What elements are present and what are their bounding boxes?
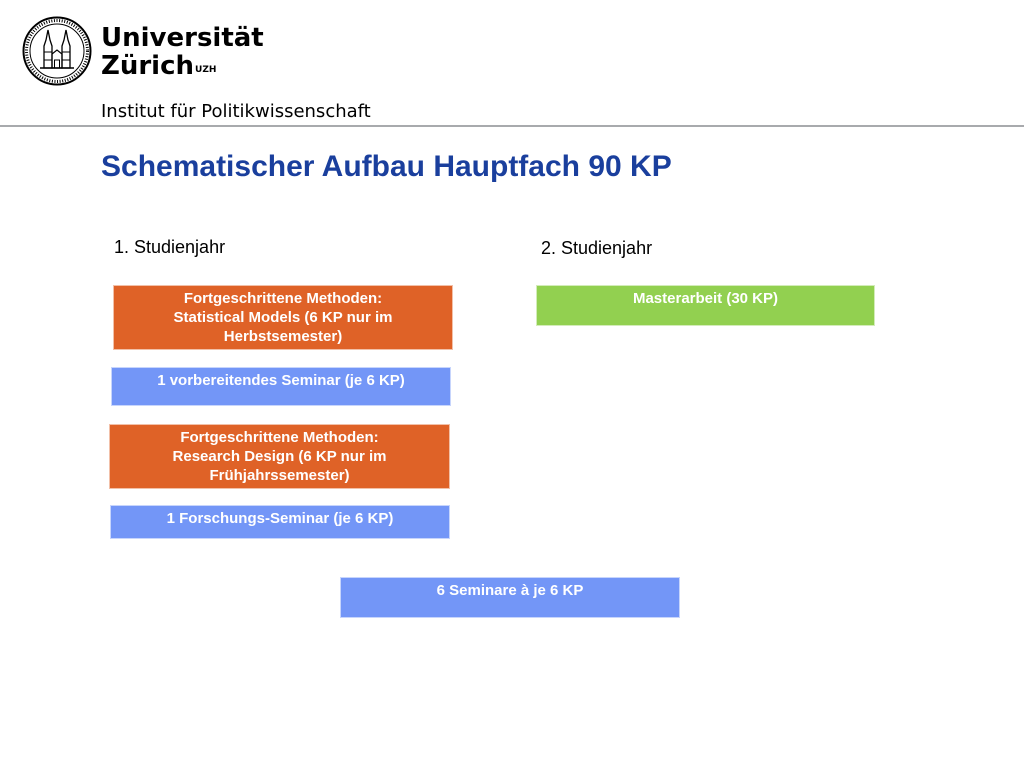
university-logo (101, 24, 264, 80)
first-year-label: 1. Studienjahr (114, 237, 226, 257)
research-design-line2: Research Design (6 KP nur im (172, 448, 387, 465)
statistical-models-line1: Fortgeschrittene Methoden: (183, 290, 383, 307)
preparatory-seminar-box (111, 367, 451, 406)
university-abbrev: UZH (195, 65, 217, 75)
second-year-label: 2. Studienjahr (541, 238, 653, 258)
preparatory-seminar-label: 1 vorbereitendes Seminar (je 6 KP) (157, 372, 405, 389)
header-divider (0, 125, 1024, 127)
research-seminar-box (110, 505, 450, 539)
statistical-models-line3: Herbstsemester) (223, 328, 343, 345)
seminars-box (340, 577, 680, 618)
research-design-box (109, 424, 450, 489)
institute-name: Institut für Politikwissenschaft (101, 101, 371, 122)
statistical-models-box (113, 285, 453, 350)
university-name-line2: Zürich (101, 51, 195, 81)
seminars-label: 6 Seminare à je 6 KP (436, 582, 584, 599)
slide-title: Schematischer Aufbau Hauptfach 90 KP (101, 150, 672, 183)
research-design-line1: Fortgeschrittene Methoden: (180, 429, 379, 446)
statistical-models-line2: Statistical Models (6 KP nur im (173, 309, 393, 326)
research-design-line3: Frühjahrssemester) (209, 467, 350, 484)
university-name-line1: Universität (101, 23, 264, 53)
research-seminar-label: 1 Forschungs-Seminar (je 6 KP) (166, 510, 394, 527)
masters-thesis-label: Masterarbeit (30 KP) (632, 290, 779, 307)
masters-thesis-box (536, 285, 875, 326)
university-seal-icon (22, 16, 92, 86)
